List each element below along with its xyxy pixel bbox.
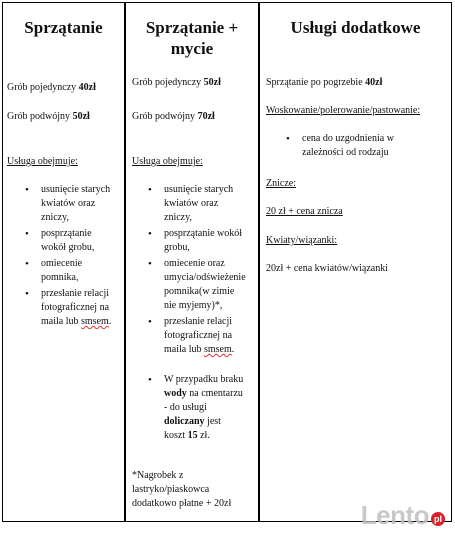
list-item: • cena do uzgodnienia w zależności od rodzaju: [302, 132, 442, 160]
includes-list: [164, 183, 258, 443]
list-item: • usunięcie starych kwiatów oraz zniczy,: [41, 183, 123, 225]
column-cleaning-washing: [126, 3, 260, 521]
watermark-badge: pl: [431, 512, 445, 526]
list-item: • posprzątanie wokół grobu,: [164, 227, 258, 255]
includes-list: [41, 183, 123, 329]
watermark-text: Lento: [360, 500, 429, 530]
column-header: Sprzątanie + mycie: [145, 18, 239, 58]
flowers-title: Kwiaty/wiązanki:: [266, 235, 338, 246]
column-additional-services: [260, 3, 451, 521]
waxing-title: Woskowanie/polerowanie/pastowanie:: [266, 105, 421, 116]
column-header: Usługi dodatkowe: [290, 18, 421, 37]
price-table: [2, 2, 452, 522]
list-item: • omiecenie pomnika,: [41, 257, 123, 285]
price-line: Grób pojedynczy 40zł: [7, 82, 96, 93]
price-line: Grób podwójny 70zł: [132, 111, 215, 122]
column-header: Sprzątanie: [24, 18, 103, 37]
candles-title: Znicze:: [266, 178, 296, 189]
candles-price: 20 zł + cena znicza: [266, 206, 343, 217]
price-line: Grób pojedynczy 50zł: [132, 77, 221, 88]
list-item-water-note: • W przypadku braku wody na cmentarzu - do usługi doliczany jest koszt 15 zł.: [164, 373, 258, 443]
lento-watermark: [361, 500, 445, 531]
price-line: Grób podwójny 50zł: [7, 111, 90, 122]
flowers-price: 20zł + cena kwiatów/wiązanki: [266, 263, 388, 274]
includes-title: Usługa obejmuje:: [7, 156, 78, 167]
list-item: • omiecenie oraz umycia/odświeżenie pomnika(w zimie nie myjemy)*,: [164, 257, 258, 313]
includes-title: Usługa obejmuje:: [132, 156, 203, 167]
list-item: • usunięcie starych kwiatów oraz zniczy,: [164, 183, 258, 225]
list-item: • przesłanie relacji fotograficznej na maila lub smsem.: [41, 287, 123, 329]
list-item: • przesłanie relacji fotograficznej na maila lub smsem.: [164, 315, 258, 357]
column-cleaning: [3, 3, 126, 521]
footnote: *Nagrobek z lastryko/piaskowca dodatkowo płatne + 20zł: [132, 470, 232, 509]
burial-cleaning-price: Sprzątanie po pogrzebie 40zł: [266, 77, 383, 88]
waxing-list: [302, 132, 442, 160]
list-item: • posprzątanie wokół grobu,: [41, 227, 123, 255]
